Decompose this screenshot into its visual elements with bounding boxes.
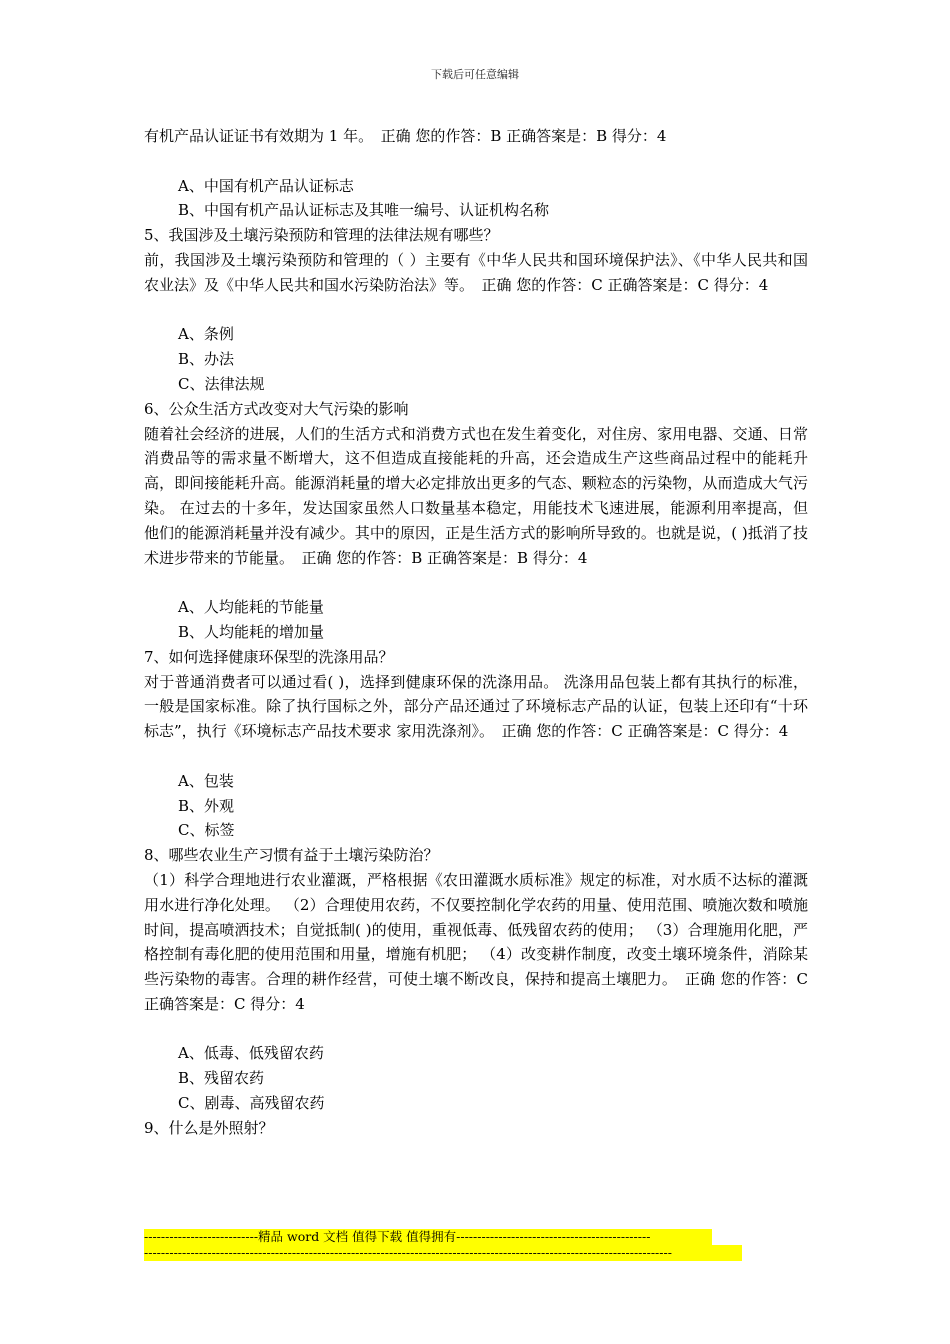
option-item: C、剧毒、高残留农药	[178, 1094, 325, 1113]
option-item: C、标签	[178, 821, 235, 840]
footer-banner-line: ---------------------------精品 word 文档 值得下载 值得拥有----------------------------------------------	[144, 1229, 712, 1245]
option-item: A、条例	[178, 325, 234, 344]
question-title: 8、哪些农业生产习惯有益于土壤污染防治？	[144, 846, 439, 865]
document-body	[144, 124, 808, 1141]
question-title: 7、如何选择健康环保型的洗涤用品？	[144, 647, 394, 666]
question-title: 6、公众生活方式改变对大气污染的影响	[144, 399, 409, 418]
intro-text: 有机产品认证证书有效期为 1 年。 正确 您的作答：B 正确答案是：B 得分：4	[144, 127, 667, 145]
option-item: A、人均能耗的节能量	[178, 598, 324, 617]
page-header: 下载后可任意编辑	[431, 68, 519, 81]
spacer	[144, 570, 808, 595]
option-item: B、中国有机产品认证标志及其唯一编号、认证机构名称	[178, 201, 550, 220]
question-body: （1）科学合理地进行农业灌溉，严格根据《农田灌溉水质标准》规定的标准，对水质不达标的灌溉用水进行净化处理。 （2）合理使用农药，不仅要控制化学农药的用量、使用范围、喷施次数和喷施时间，提高喷洒技术；自觉抵制( )的使用，重视低毒、低残留农药的使用； （3）合理施用化肥，严格控制有毒化肥的使用范围和用量，增施有机肥； （4）改变耕作制度，改变土壤环境条件，消除某些污染物的毒害。合理的耕作经营，可使土壤不断改良，保持和提高土壤肥力。 正确 您的作答：C 正确答案是：C 得分：4	[144, 870, 808, 1013]
question-body: 前，我国涉及土壤污染预防和管理的（ ）主要有《中华人民共和国环境保护法》、《中华人民共和国农业法》及《中华人民共和国水污染防治法》等。 正确 您的作答：C 正确答案是：C 得分：4	[144, 250, 808, 294]
spacer	[144, 1017, 808, 1042]
spacer	[144, 298, 808, 323]
footer-dash-line: -----------------------------------------------------------------------------------------------------------------------------	[144, 1245, 742, 1261]
option-item: A、中国有机产品认证标志	[178, 176, 354, 195]
spacer	[144, 744, 808, 769]
option-item: B、办法	[178, 350, 235, 369]
question-title: 5、我国涉及土壤污染预防和管理的法律法规有哪些？	[144, 226, 499, 245]
page-footer	[144, 1229, 744, 1261]
question-body: 随着社会经济的进展，人们的生活方式和消费方式也在发生着变化，对住房、家用电器、交通、日常消费品等的需求量不断增大，这不但造成直接能耗的升高，还会造成生产这些商品过程中的能耗升高，即间接能耗升高。能源消耗量的增大必定排放出更多的气态、颗粒态的污染物，从而造成大气污染。 在过去的十多年，发达国家虽然人口数量基本稳定，用能技术飞速进展，能源利用率提高，但他们的能源消耗量并没有减少。其中的原因，正是生活方式的影响所导致的。也就是说，( )抵消了技术进步带来的节能量。 正确 您的作答：B 正确答案是：B 得分：4	[144, 424, 808, 567]
spacer	[144, 149, 808, 174]
option-item: B、外观	[178, 796, 235, 815]
option-item: B、残留农药	[178, 1069, 265, 1088]
option-item: C、法律法规	[178, 374, 265, 393]
option-item: A、低毒、低残留农药	[178, 1044, 324, 1063]
option-item: B、人均能耗的增加量	[178, 622, 325, 641]
option-item: A、包装	[178, 771, 234, 790]
question-title: 9、什么是外照射？	[144, 1118, 274, 1137]
question-body: 对于普通消费者可以通过看( )，选择到健康环保的洗涤用品。 洗涤用品包装上都有其执行的标准，一般是国家标准。除了执行国标之外，部分产品还通过了环境标志产品的认证，包装上还印有“十环标志”，执行《环境标志产品技术要求 家用洗涤剂》。 正确 您的作答：C 正确答案是：C 得分：4	[144, 672, 808, 741]
